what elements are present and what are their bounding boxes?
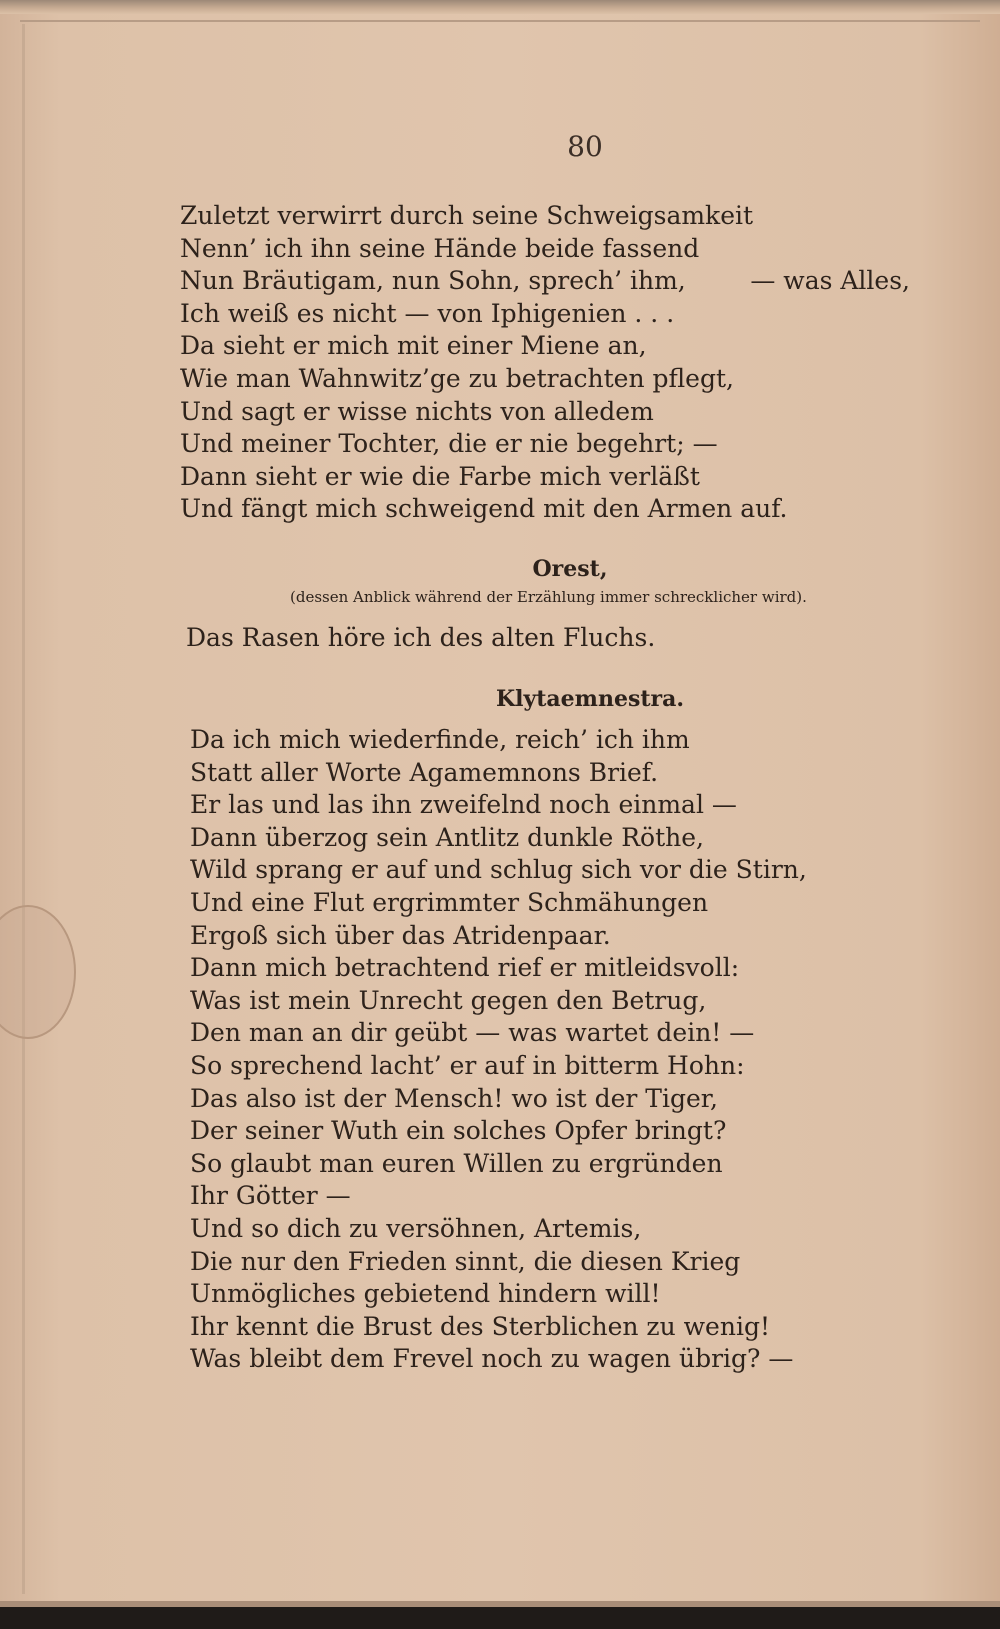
- verse-line: Der seiner Wuth ein solches Opfer bringt?: [190, 1116, 727, 1146]
- verse-line: Wie man Wahnwitz’ge zu betrachten pflegt,: [180, 363, 734, 393]
- verse-line: Dann überzog sein Antlitz dunkle Röthe,: [190, 822, 705, 852]
- stage-direction: (dessen Anblick während der Erzählung immer schrecklicher wird).: [290, 588, 807, 606]
- verse-line: Dann sieht er wie die Farbe mich verläßt: [180, 461, 700, 491]
- verse-line: Und meiner Tochter, die er nie begehrt; —: [180, 429, 718, 459]
- scan-background: [0, 1607, 1000, 1629]
- verse-line: Statt aller Worte Agamemnons Brief.: [190, 757, 659, 787]
- verse-line: Was bleibt dem Frevel noch zu wagen übrig? —: [190, 1344, 794, 1374]
- verse-line: Das Rasen höre ich des alten Fluchs.: [186, 623, 656, 652]
- paper-stain: [0, 905, 76, 1039]
- speaker-name-orest: Orest,: [532, 556, 608, 582]
- verse-line-right: — was Alles,: [750, 266, 910, 296]
- page-top-rule: [20, 20, 980, 22]
- verse-line: Und fängt mich schweigend mit den Armen auf.: [180, 494, 788, 524]
- verse-line: Und eine Flut ergrimmter Schmähungen: [190, 887, 709, 917]
- verse-block-3: [190, 724, 930, 1376]
- verse-block-1: [180, 200, 920, 526]
- verse-line: Unmögliches gebietend hindern will!: [190, 1279, 661, 1309]
- verse-line: Und sagt er wisse nichts von alledem: [180, 396, 654, 426]
- verse-line: Da ich mich wiederfinde, reich’ ich ihm: [190, 725, 690, 754]
- verse-line: Zuletzt verwirrt durch seine Schweigsamkeit: [180, 201, 754, 230]
- page-gutter-shadow: [22, 24, 25, 1594]
- verse-line: Er las und las ihn zweifelnd noch einmal —: [190, 790, 737, 820]
- verse-line: Ihr kennt die Brust des Sterblichen zu wenig!: [190, 1311, 770, 1341]
- page-number: 80: [567, 130, 603, 163]
- verse-line: Den man an dir geübt — was wartet dein! —: [190, 1018, 755, 1048]
- verse-line: Da sieht er mich mit einer Miene an,: [180, 331, 647, 361]
- verse-line: So glaubt man euren Willen zu ergründen: [190, 1148, 723, 1178]
- verse-line: So sprechend lacht’ er auf in bitterm Hohn:: [190, 1050, 745, 1080]
- verse-line: Ich weiß es nicht — von Iphigenien . . .: [180, 298, 675, 328]
- verse-line: Was ist mein Unrecht gegen den Betrug,: [190, 985, 707, 1015]
- verse-line: Nenn’ ich ihn seine Hände beide fassend: [180, 233, 700, 263]
- verse-line: [180, 265, 910, 298]
- verse-line-left: Nun Bräutigam, nun Sohn, sprech’ ihm,: [180, 266, 686, 296]
- verse-block-2: [186, 622, 926, 655]
- page-top-edge: [0, 0, 1000, 14]
- verse-line: Und so dich zu versöhnen, Artemis,: [190, 1213, 642, 1243]
- verse-line: Das also ist der Mensch! wo ist der Tiger,: [190, 1083, 718, 1113]
- verse-line: Dann mich betrachtend rief er mitleidsvoll:: [190, 953, 740, 983]
- verse-line: Wild sprang er auf und schlug sich vor die Stirn,: [190, 855, 807, 885]
- verse-line: Ergoß sich über das Atridenpaar.: [190, 920, 611, 950]
- verse-line: Ihr Götter —: [190, 1181, 351, 1211]
- speaker-name-klytaemnestra: Klytaemnestra.: [496, 686, 684, 712]
- verse-line: Die nur den Frieden sinnt, die diesen Krieg: [190, 1246, 741, 1276]
